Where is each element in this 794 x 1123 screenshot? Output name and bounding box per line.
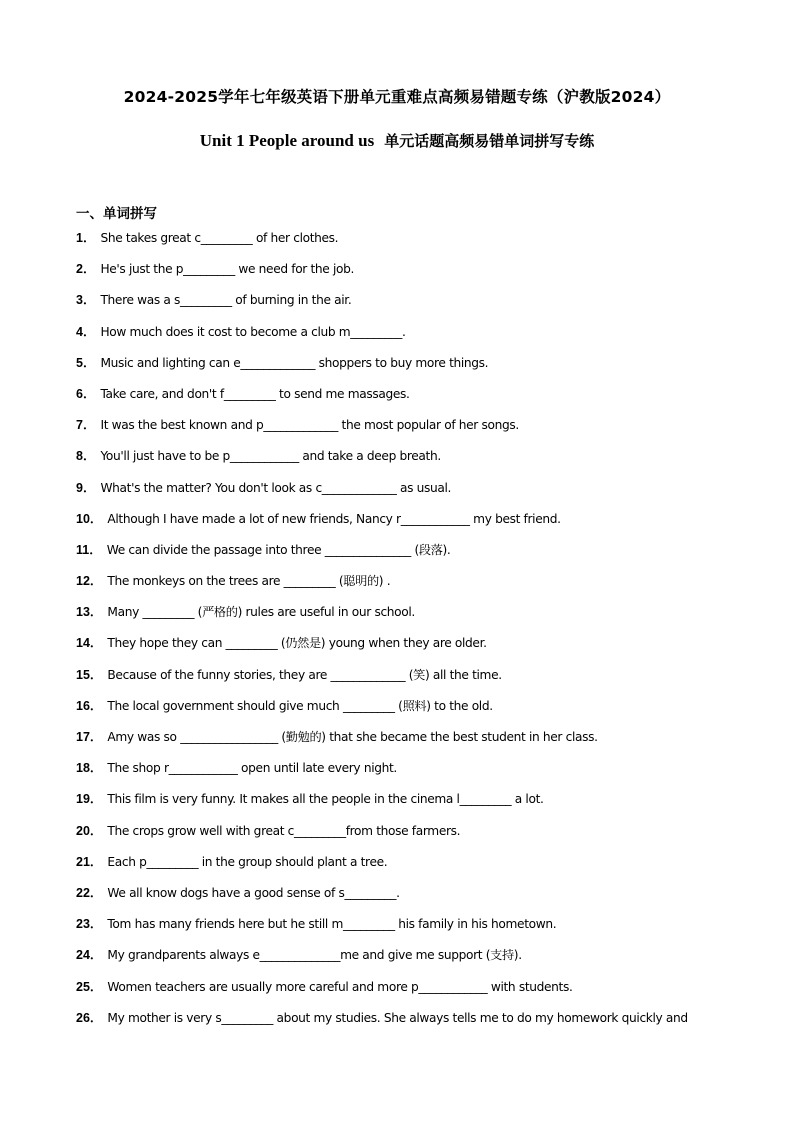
question-number: 10． [76,511,103,526]
question-text: How much does it cost to become a club m_________. [100,324,406,339]
question-number: 26． [76,1010,103,1025]
question-item [76,354,726,385]
question-number: 22． [76,885,103,900]
question-number: 9． [76,480,96,495]
question-text: What's the matter? You don't look as c_____________ as usual. [100,480,452,495]
question-text: It was the best known and p_____________ the most popular of her songs. [100,418,519,433]
question-item [76,790,726,821]
question-item [76,541,726,572]
question-number: 16． [76,698,103,713]
question-text: Although I have made a lot of new friends, Nancy r____________ my best friend. [107,511,561,526]
question-item [76,915,726,946]
page-subtitle [0,130,794,151]
question-number: 25． [76,979,103,994]
question-item [76,323,726,354]
question-item [76,291,726,322]
question-text: He's just the p_________ we need for the job. [100,262,355,277]
question-text: She takes great c_________ of her clothes. [100,231,339,245]
question-text: You'll just have to be p____________ and take a deep breath. [100,449,441,464]
question-number: 23． [76,917,103,932]
question-number: 8． [76,449,96,464]
question-item [76,884,726,915]
question-text: Take care, and don't f_________ to send me massages. [100,386,410,401]
question-text: Each p_________ in the group should plant a tree. [107,854,388,869]
question-item [76,822,726,853]
question-number: 13． [76,605,103,620]
question-item [76,385,726,416]
question-number: 1． [76,231,96,245]
question-item [76,634,726,665]
question-item [76,572,726,603]
question-number: 19． [76,792,103,807]
question-item [76,978,726,1009]
question-item [76,666,726,697]
question-text: My grandparents always e______________me and give me support (支持). [107,948,522,963]
question-number: 18． [76,761,103,776]
question-number: 11． [76,542,102,557]
question-text: Many _________ (严格的) rules are useful in our school. [107,605,415,620]
question-text: They hope they can _________ (仍然是) young when they are older. [107,636,487,651]
question-text: There was a s_________ of burning in the air. [100,293,352,308]
question-number: 17． [76,730,103,744]
question-number: 15． [76,667,103,682]
question-item [76,728,726,759]
question-text: Women teachers are usually more careful and more p____________ with students. [107,979,573,994]
question-number: 4． [76,324,96,339]
question-number: 20． [76,823,103,838]
question-item [76,479,726,510]
question-item [76,603,726,634]
question-number: 2． [76,262,96,277]
question-item [76,510,726,541]
question-text: Tom has many friends here but he still m_________ his family in his hometown. [107,917,557,932]
question-text: My mother is very s_________ about my studies. She always tells me to do my homework quickly and [107,1010,688,1025]
question-text: We all know dogs have a good sense of s_________. [107,885,400,900]
question-number: 14． [76,636,103,651]
question-text: Music and lighting can e_____________ shoppers to buy more things. [100,355,489,370]
question-number: 3． [76,293,96,308]
question-text: The monkeys on the trees are _________ (聪明的) . [107,574,391,589]
question-item [76,853,726,884]
question-item [76,447,726,478]
question-number: 5． [76,355,96,370]
question-item [76,416,726,447]
question-text: The shop r____________ open until late every night. [107,761,397,776]
question-number: 21． [76,854,103,869]
question-number: 7． [76,418,96,433]
question-item [76,260,726,291]
question-item [76,1009,726,1040]
subtitle-topic: 单元话题高频易错单词拼写专练 [384,132,595,150]
question-item [76,759,726,790]
question-text: This film is very funny. It makes all the people in the cinema l_________ a lot. [107,792,544,807]
section-heading: 一、单词拼写 [76,206,157,222]
question-list [76,229,726,1040]
question-text: The crops grow well with great c_________from those farmers. [107,823,461,838]
page-title: 2024-2025学年七年级英语下册单元重难点高频易错题专练（沪教版2024） [123,88,671,106]
subtitle-unit: Unit 1 People around us [199,131,375,150]
question-item [76,697,726,728]
question-number: 24． [76,948,103,963]
question-item [76,229,726,260]
question-number: 12． [76,574,103,589]
question-text: Amy was so _________________ (勤勉的) that she became the best student in her class. [107,730,598,744]
question-text: We can divide the passage into three _______________ (段落). [106,542,451,557]
question-text: Because of the funny stories, they are _____________ (笑) all the time. [107,667,502,682]
question-item [76,946,726,977]
question-number: 6． [76,386,96,401]
question-text: The local government should give much _________ (照料) to the old. [107,698,493,713]
